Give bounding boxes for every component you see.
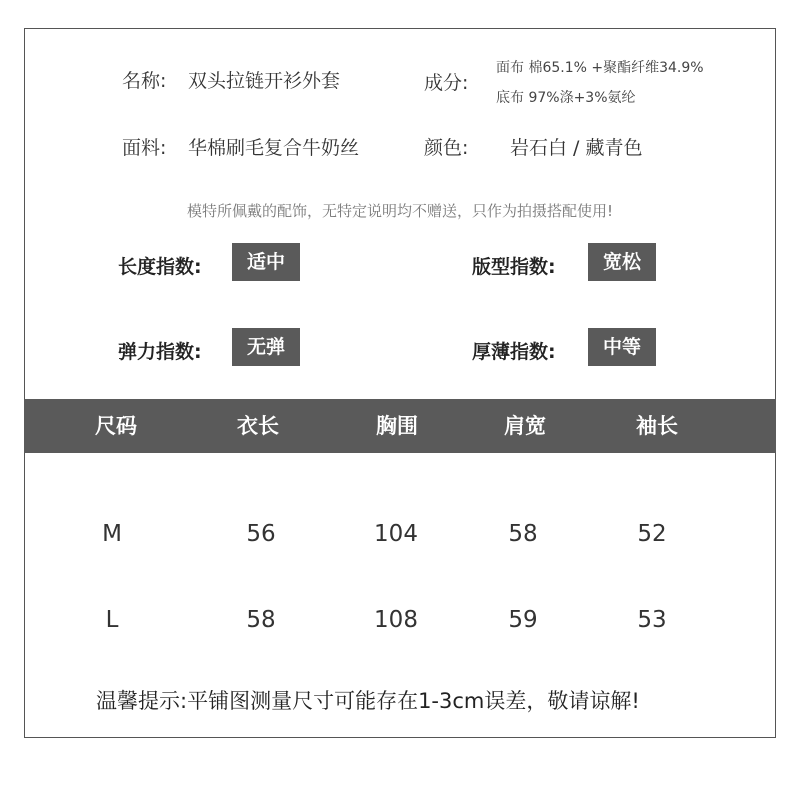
size-table-header bbox=[24, 399, 776, 453]
fabric-value: 华棉刷毛复合牛奶丝 bbox=[188, 137, 360, 159]
fit-index-label: 版型指数: bbox=[472, 256, 556, 278]
header-sleeve: 袖长 bbox=[636, 414, 678, 438]
header-length: 衣长 bbox=[237, 414, 279, 438]
thickness-index-label: 厚薄指数: bbox=[472, 341, 556, 363]
length-index-badge: 适中 bbox=[232, 243, 300, 281]
header-size: 尺码 bbox=[95, 414, 137, 438]
cell-length: 56 bbox=[246, 521, 276, 547]
cell-size: L bbox=[105, 607, 119, 633]
measurement-tip: 温馨提示:平铺图测量尺寸可能存在1-3cm误差，敬请谅解! bbox=[96, 689, 640, 713]
composition-line-2: 底布 97%涤+3%氨纶 bbox=[496, 90, 636, 106]
length-index-label: 长度指数: bbox=[118, 256, 202, 278]
stretch-index-badge: 无弹 bbox=[232, 328, 300, 366]
thickness-index-badge: 中等 bbox=[588, 328, 656, 366]
composition-line-1: 面布 棉65.1% +聚酯纤维34.9% bbox=[496, 60, 704, 76]
composition-label: 成分: bbox=[424, 72, 469, 94]
name-value: 双头拉链开衫外套 bbox=[188, 70, 341, 92]
fabric-label: 面料: bbox=[122, 137, 167, 159]
color-value: 岩石白 / 藏青色 bbox=[510, 137, 643, 159]
header-shoulder: 肩宽 bbox=[504, 414, 546, 438]
cell-shoulder: 58 bbox=[508, 521, 538, 547]
fit-index-badge: 宽松 bbox=[588, 243, 656, 281]
cell-length: 58 bbox=[246, 607, 276, 633]
cell-sleeve: 52 bbox=[637, 521, 667, 547]
stretch-index-label: 弹力指数: bbox=[118, 341, 202, 363]
header-chest: 胸围 bbox=[376, 414, 418, 438]
cell-sleeve: 53 bbox=[637, 607, 667, 633]
cell-chest: 108 bbox=[374, 607, 418, 633]
cell-shoulder: 59 bbox=[508, 607, 538, 633]
color-label: 颜色: bbox=[424, 137, 469, 159]
cell-size: M bbox=[102, 521, 122, 547]
cell-chest: 104 bbox=[374, 521, 418, 547]
accessory-note: 模特所佩戴的配饰，无特定说明均不赠送，只作为拍摄搭配使用! bbox=[186, 202, 614, 220]
name-label: 名称: bbox=[122, 70, 167, 92]
